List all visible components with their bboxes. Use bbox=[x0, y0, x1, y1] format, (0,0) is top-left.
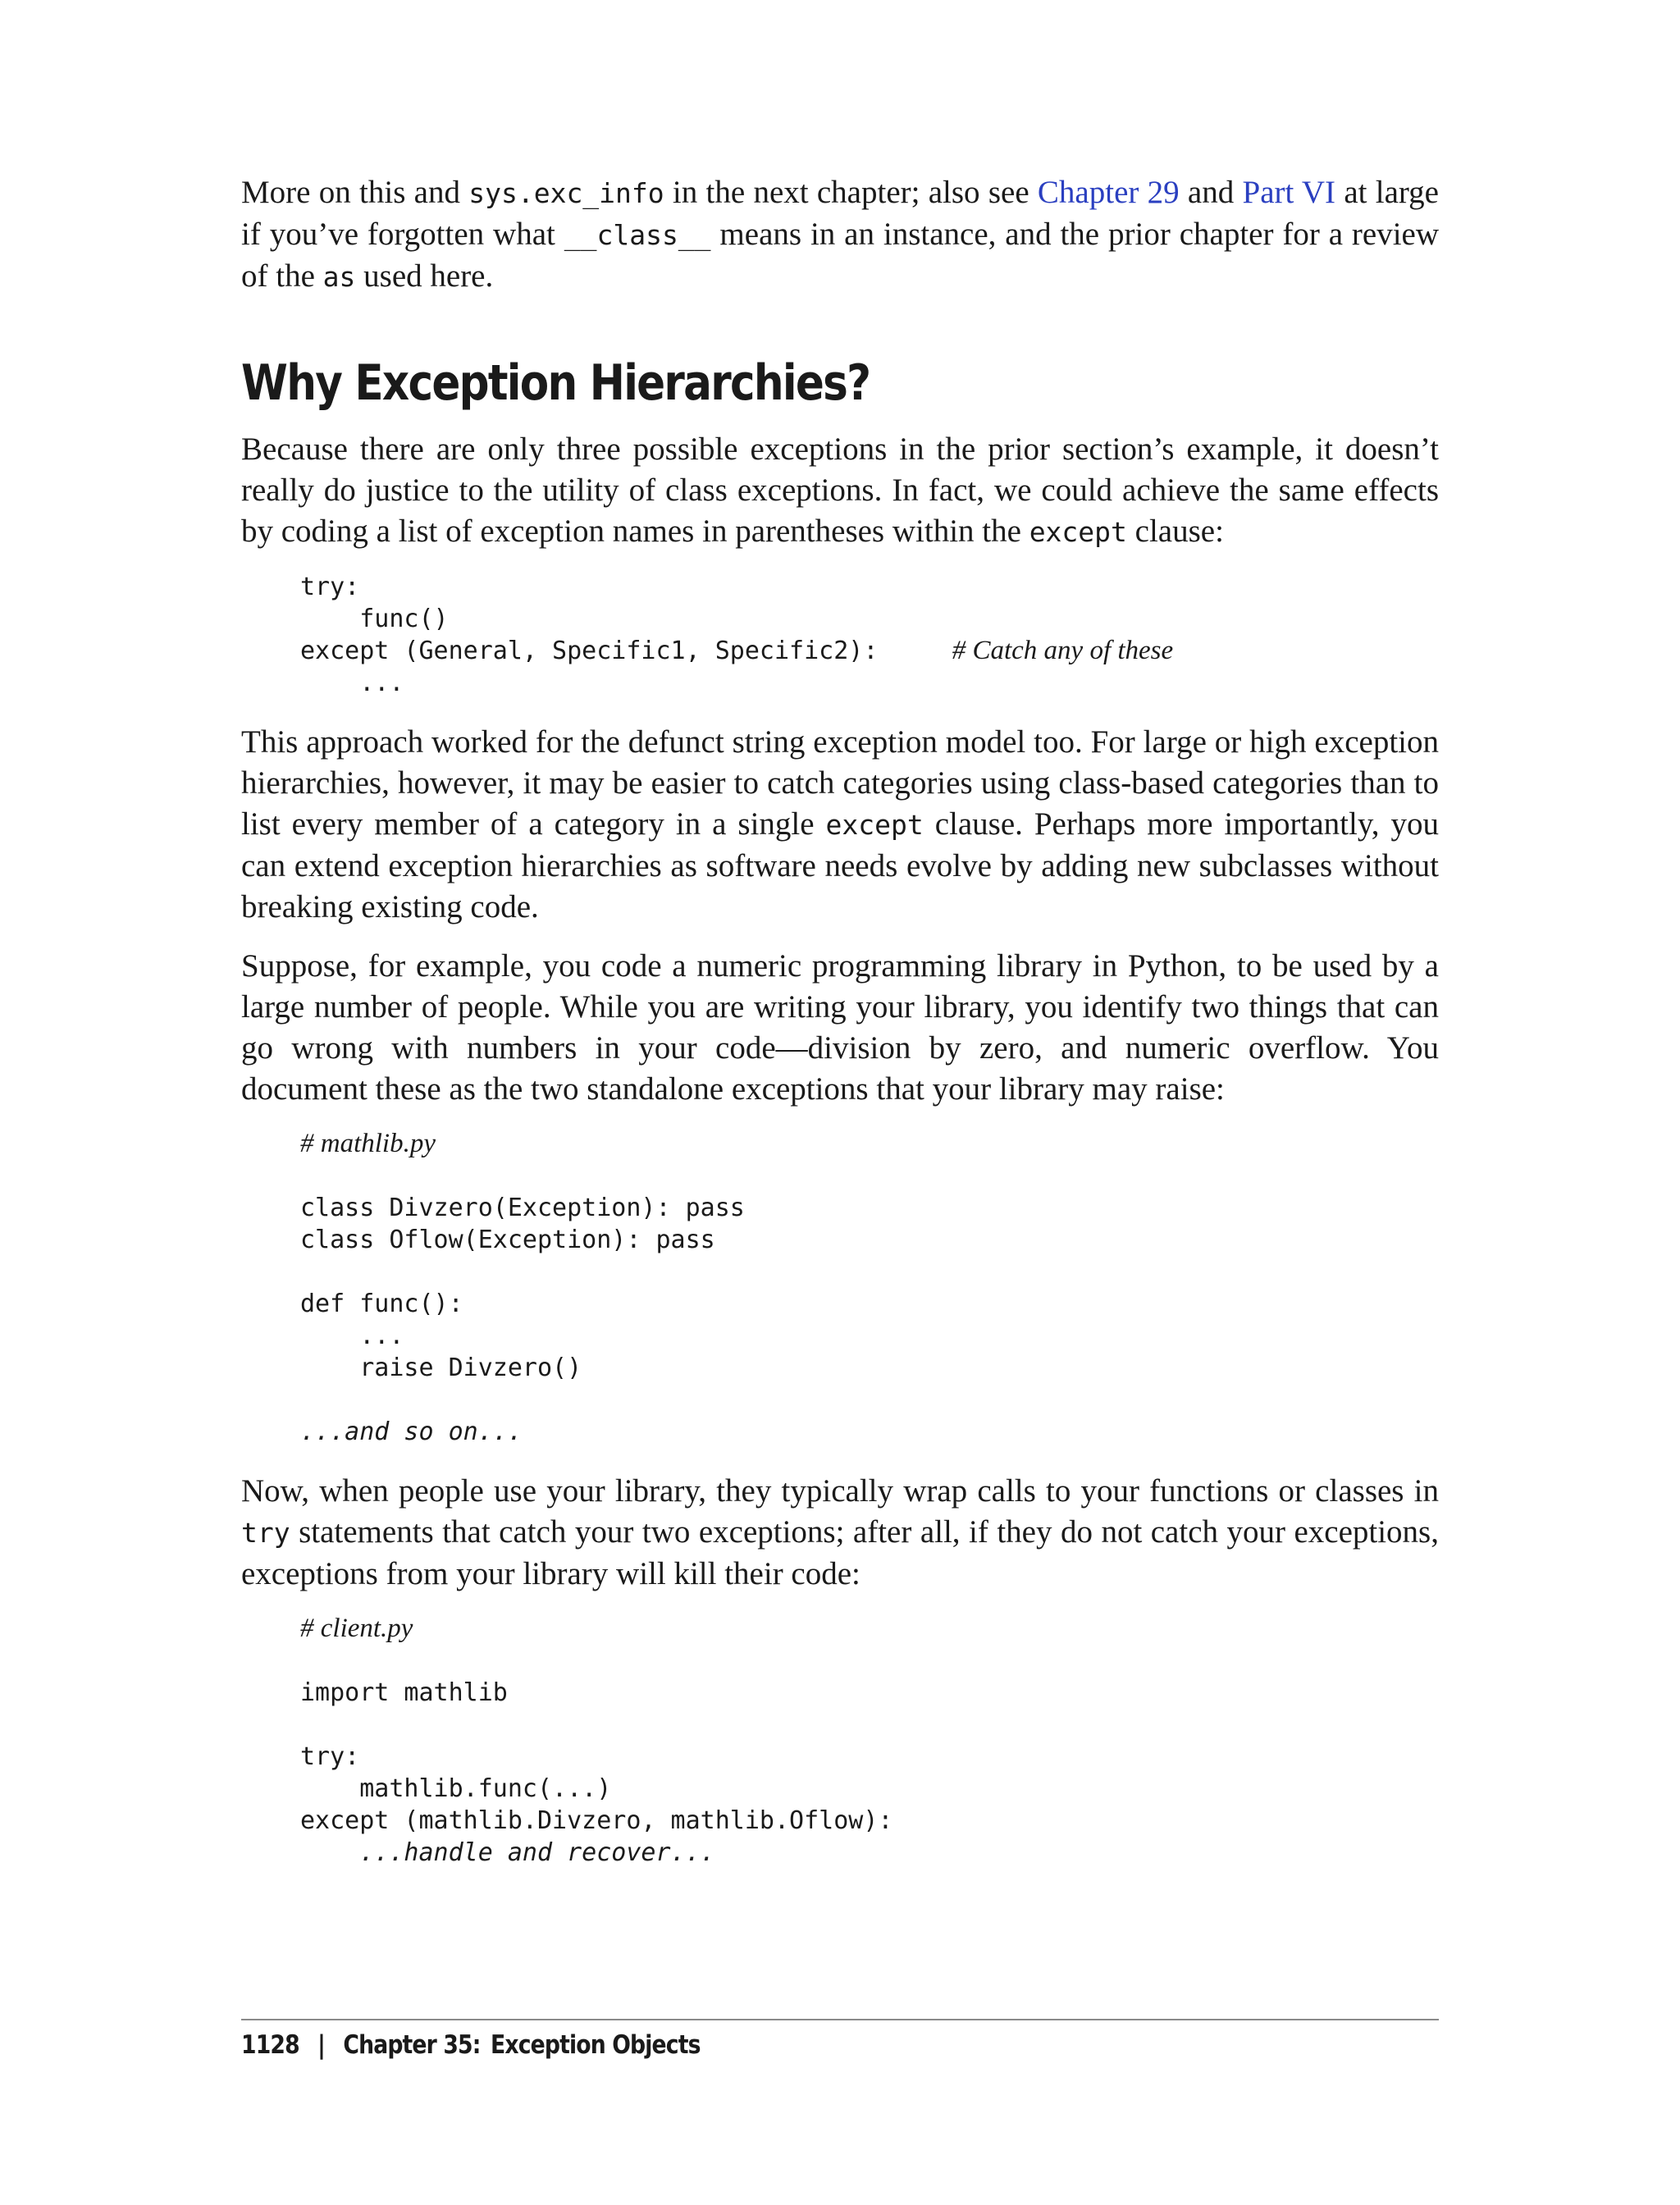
link-part-vi[interactable]: Part VI bbox=[1242, 175, 1336, 210]
paragraph-hierarchies bbox=[241, 429, 1439, 553]
code-line: ...handle and recover... bbox=[359, 1838, 715, 1867]
link-chapter-29[interactable]: Chapter 29 bbox=[1037, 175, 1180, 210]
code-line: class Divzero(Exception): pass bbox=[300, 1194, 745, 1222]
inline-code: try bbox=[241, 1517, 290, 1549]
text: means in an instance, and the prior chapter for a review of the bbox=[241, 217, 1440, 294]
chapter-title: Chapter 35: Exception Objects bbox=[343, 2030, 701, 2060]
text: at large if you’ve forgotten what bbox=[241, 175, 1439, 252]
footer-separator: | bbox=[317, 2030, 326, 2060]
code-line: try: bbox=[300, 1742, 360, 1771]
inline-code: as bbox=[322, 261, 356, 293]
code-line: import mathlib bbox=[300, 1678, 508, 1707]
text: clause: bbox=[1126, 514, 1224, 549]
section-heading: Why Exception Hierarchies? bbox=[241, 354, 870, 412]
code-line: ...and so on... bbox=[300, 1418, 523, 1446]
code-block-client bbox=[300, 1613, 1439, 1869]
code-line: def func(): bbox=[300, 1290, 463, 1318]
text: This approach worked for the defunct string exception model too. For large or high exception hierarchies, however, it may be easier to catch categories using class-based categories than to list every member of a category in a single bbox=[241, 724, 1439, 842]
inline-code: sys.exc_info bbox=[468, 177, 664, 209]
paragraph-intro bbox=[241, 172, 1439, 298]
text: used here. bbox=[355, 258, 494, 294]
code-line: raise Divzero() bbox=[300, 1354, 582, 1382]
page-footer bbox=[241, 2030, 701, 2060]
code-line: except (General, Specific1, Specific2): bbox=[300, 637, 952, 665]
code-line: try: bbox=[300, 573, 360, 601]
text: and bbox=[1179, 175, 1243, 210]
code-line: ... bbox=[300, 1322, 404, 1350]
text: Because there are only three possible exceptions in the prior section’s example, it doesn’t really do justice to the utility of class exceptions. In fact, we could achieve the same effects by coding a list of exception names in parentheses within the bbox=[241, 431, 1439, 549]
code-comment: # client.py bbox=[300, 1614, 413, 1643]
page-content bbox=[241, 172, 1439, 1892]
code-block-try-except bbox=[300, 571, 1439, 699]
code-block-mathlib bbox=[300, 1128, 1439, 1448]
footer-divider bbox=[241, 2019, 1439, 2020]
paragraph-now bbox=[241, 1471, 1439, 1595]
inline-code: except bbox=[1029, 516, 1127, 548]
inline-code: except bbox=[825, 809, 924, 841]
text: statements that catch your two exceptions; after all, if they do not catch your exceptions, exceptions from your library will kill their code: bbox=[241, 1514, 1439, 1591]
paragraph-approach bbox=[241, 722, 1439, 928]
inline-code: __class__ bbox=[564, 219, 711, 251]
text: clause. Perhaps more importantly, you can extend exception hierarchies as software needs evolve by adding new subclasses without breaking existing code. bbox=[241, 806, 1439, 924]
code-line: mathlib.func(...) bbox=[300, 1774, 612, 1803]
text: More on this and bbox=[241, 175, 469, 210]
text: Suppose, for example, you code a numeric programming library in Python, to be used by a large number of people. While you are writing your library, you identify two things that can go wrong with numbers in your code—division by zero, and numeric overflow. You document these as the two standalone exceptions that your library may raise: bbox=[241, 948, 1439, 1107]
code-line: except (mathlib.Divzero, mathlib.Oflow): bbox=[300, 1806, 893, 1835]
text: in the next chapter; also see bbox=[664, 175, 1038, 210]
text: Now, when people use your library, they typically wrap calls to your functions or classes in bbox=[241, 1473, 1439, 1509]
page-number: 1128 bbox=[241, 2030, 299, 2060]
code-indent bbox=[300, 1838, 359, 1867]
code-comment: # Catch any of these bbox=[952, 636, 1174, 665]
code-comment: # mathlib.py bbox=[300, 1129, 436, 1158]
code-line: class Oflow(Exception): pass bbox=[300, 1226, 715, 1254]
paragraph-suppose bbox=[241, 946, 1439, 1110]
code-line: ... bbox=[300, 669, 404, 697]
code-line: func() bbox=[300, 605, 449, 633]
